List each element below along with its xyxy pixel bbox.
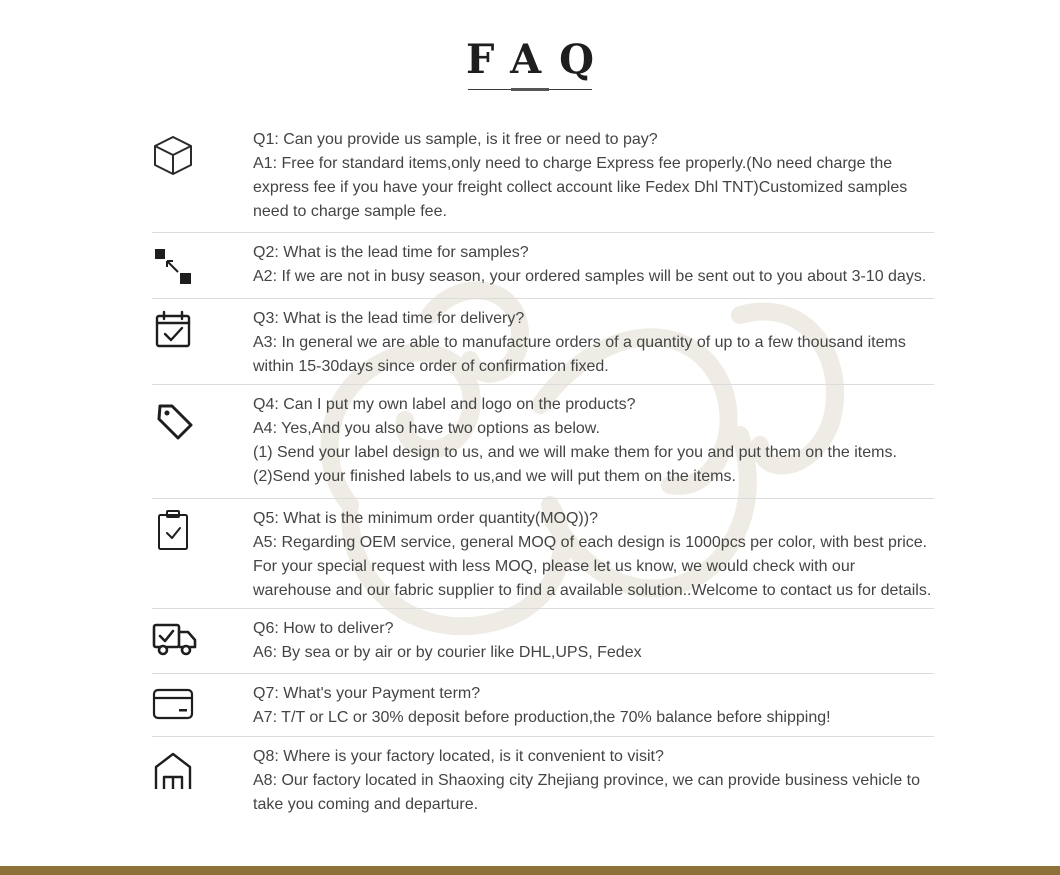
page-title: FAQ xyxy=(466,36,612,83)
faq-question: Q1: Can you provide us sample, is it free or need to pay? xyxy=(253,131,658,148)
calendar-check-icon xyxy=(152,310,194,350)
faq-answer: A6: By sea or by air or by courier like DHL,UPS, Fedex xyxy=(253,644,642,661)
faq-answer: (2)Send your finished labels to us,and we will put them on the items. xyxy=(253,468,736,485)
bottom-accent-bar xyxy=(0,866,1060,875)
faq-list xyxy=(152,126,934,825)
faq-question: Q2: What is the lead time for samples? xyxy=(253,244,529,261)
faq-answer: A2: If we are not in busy season, your ordered samples will be sent out to you about 3-10 days. xyxy=(253,268,927,285)
faq-answer: (1) Send your label design to us, and we will make them for you and put them on the items. xyxy=(253,444,897,461)
faq-item xyxy=(152,499,934,609)
faq-item xyxy=(152,126,934,233)
box-icon xyxy=(152,134,194,176)
faq-item xyxy=(152,737,934,825)
faq-item xyxy=(152,674,934,737)
credit-card-icon xyxy=(152,687,194,723)
faq-question: Q4: Can I put my own label and logo on the products? xyxy=(253,396,636,413)
faq-answer: A4: Yes,And you also have two options as below. xyxy=(253,420,600,437)
faq-question: Q3: What is the lead time for delivery? xyxy=(253,310,525,327)
faq-item xyxy=(152,609,934,674)
faq-answer: A3: In general we are able to manufacture orders of a quantity of up to a few thousand items within 15-30days since order of confirmation fixed. xyxy=(253,334,906,375)
faq-answer: A8: Our factory located in Shaoxing city Zhejiang province, we can provide business vehicle to take you coming and departure. xyxy=(253,772,921,813)
tag-icon xyxy=(152,403,194,443)
faq-item xyxy=(152,299,934,385)
faq-question: Q6: How to deliver? xyxy=(253,620,394,637)
faq-answer: A5: Regarding OEM service, general MOQ of each design is 1000pcs per color, with best price. For your special request with less MOQ, please let us know, we would check with our warehouse and our fabric supplier to find a available solution..Welcome to contact us for details. xyxy=(253,534,932,599)
delivery-truck-icon xyxy=(152,623,198,657)
clipboard-check-icon xyxy=(152,509,194,551)
arrows-diagonal-icon xyxy=(152,247,194,287)
factory-house-icon xyxy=(152,751,194,793)
faq-answer: A7: T/T or LC or 30% deposit before production,the 70% balance before shipping! xyxy=(253,709,831,726)
faq-question: Q7: What's your Payment term? xyxy=(253,685,481,702)
faq-question: Q5: What is the minimum order quantity(MOQ))? xyxy=(253,510,598,527)
faq-item xyxy=(152,385,934,499)
faq-item xyxy=(152,233,934,299)
faq-question: Q8: Where is your factory located, is it convenient to visit? xyxy=(253,748,664,765)
faq-header xyxy=(0,34,1060,86)
faq-answer: A1: Free for standard items,only need to charge Express fee properly.(No need charge the express fee if you have your freight collect account like Fedex Dhl TNT)Customized samples need to charge sample fee. xyxy=(253,155,908,220)
title-underline-accent xyxy=(511,88,549,91)
